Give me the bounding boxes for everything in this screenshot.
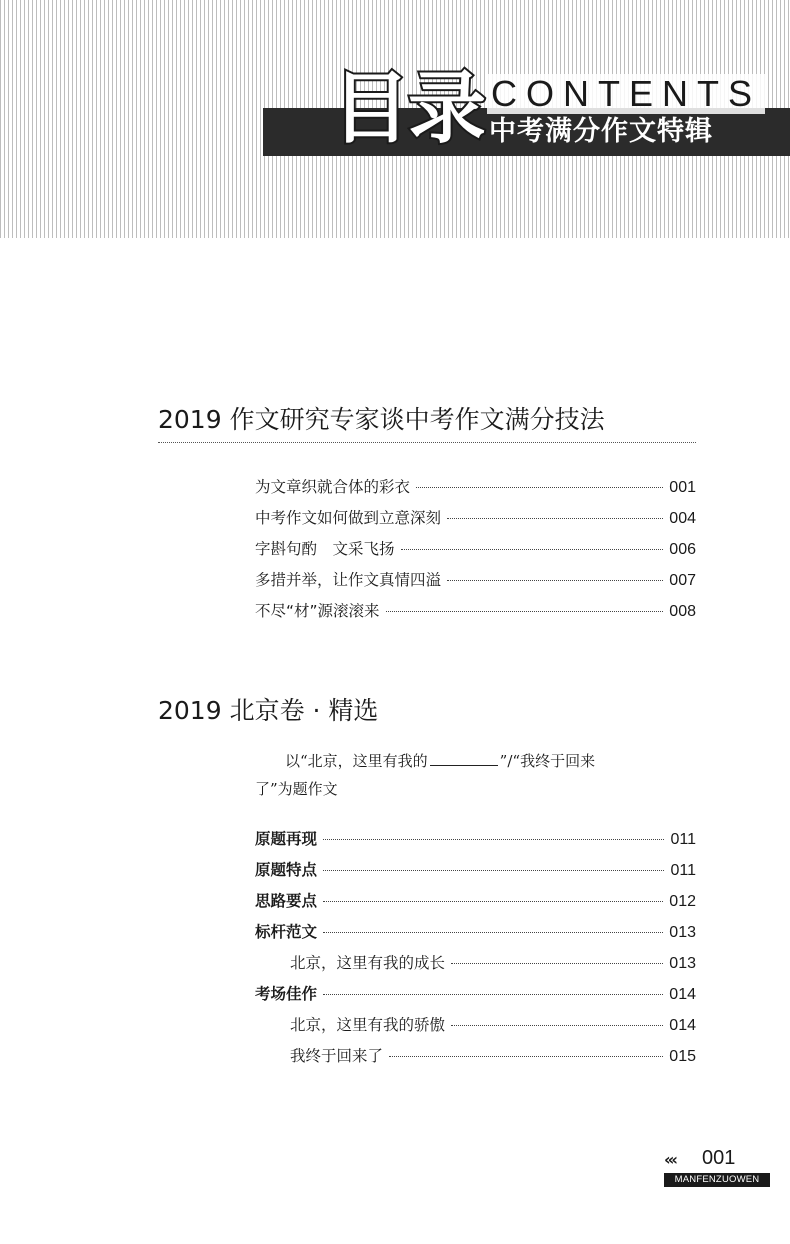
section-heading-beijing: 2019 北京卷 · 精选 [158,696,379,725]
toc-entry-title: 原题再现 [255,830,318,848]
dot-leader [323,839,664,840]
page-footer [664,1147,770,1188]
toc-entry[interactable] [255,982,696,1013]
toc-entry-page: 014 [669,1017,696,1034]
section-heading-techniques: 2019 作文研究专家谈中考作文满分技法 [158,404,696,443]
dot-leader [416,487,663,488]
toc-entry-page: 012 [669,893,696,910]
toc-entry-title: 我终于回来了 [290,1047,384,1065]
toc-entry[interactable] [255,599,696,630]
toc-entry-title: 不尽“材”源滚滚来 [255,602,380,620]
toc-entry[interactable] [255,537,696,568]
prompt-text-line2: 了”为题作文 [255,780,338,798]
toc-entry-title: 多措并举，让作文真情四溢 [255,571,442,589]
toc-entry-title: 标杆范文 [255,923,318,941]
dot-leader [447,518,663,519]
page-subtitle: 中考满分作文特辑 [489,116,713,147]
toc-entry-title: 原题特点 [255,861,318,879]
toc-subentry[interactable] [255,951,696,982]
toc-entry-title: 北京，这里有我的成长 [290,954,446,972]
toc-entry-page: 011 [670,831,696,848]
dot-leader [451,1025,663,1026]
dot-leader [323,870,664,871]
toc-entry[interactable] [255,858,696,889]
page-title: 目录 [332,64,485,154]
brand-label: MANFENZUOWEN [664,1173,770,1187]
double-chevron-left-icon: «‹ [664,1150,675,1169]
fill-in-blank [430,751,498,766]
toc-entry-title: 考场佳作 [255,985,318,1003]
toc-entry[interactable] [255,920,696,951]
toc-subentry[interactable] [255,1044,696,1075]
dot-leader [386,611,664,612]
toc-entry-page: 014 [669,986,696,1003]
toc-entry[interactable] [255,827,696,858]
toc-entry-page: 001 [669,479,696,496]
dot-leader [447,580,663,581]
toc-list-techniques [255,475,696,630]
toc-entry-page: 013 [669,955,696,972]
prompt-text-part1: 以“北京，这里有我的 [285,752,428,770]
toc-entry-page: 013 [669,924,696,941]
toc-entry-page: 004 [669,510,696,527]
contents-label: CONTENTS [487,74,765,114]
toc-entry-page: 007 [669,572,696,589]
toc-entry-title: 字斟句酌 文采飞扬 [255,540,395,558]
dot-leader [389,1056,663,1057]
toc-entry-title: 为文章织就合体的彩衣 [255,478,411,496]
toc-entry-title: 北京，这里有我的骄傲 [290,1016,446,1034]
page-number: 001 [702,1147,736,1169]
toc-entry-title: 思路要点 [255,892,318,910]
toc-subentry[interactable] [255,1013,696,1044]
toc-entry-page: 015 [669,1048,696,1065]
toc-entry-page: 008 [669,603,696,620]
toc-entry[interactable] [255,889,696,920]
essay-prompt [255,747,696,803]
dot-leader [323,994,663,995]
prompt-text-part2: ”/“我终于回来 [499,752,596,770]
dot-leader [323,901,663,902]
toc-list-beijing [255,827,696,1075]
dot-leader [451,963,663,964]
dot-leader [401,549,664,550]
toc-entry-title: 中考作文如何做到立意深刻 [255,509,442,527]
toc-entry[interactable] [255,506,696,537]
toc-entry-page: 006 [669,541,696,558]
toc-entry-page: 011 [670,862,696,879]
toc-entry[interactable] [255,475,696,506]
toc-entry[interactable] [255,568,696,599]
dot-leader [323,932,663,933]
